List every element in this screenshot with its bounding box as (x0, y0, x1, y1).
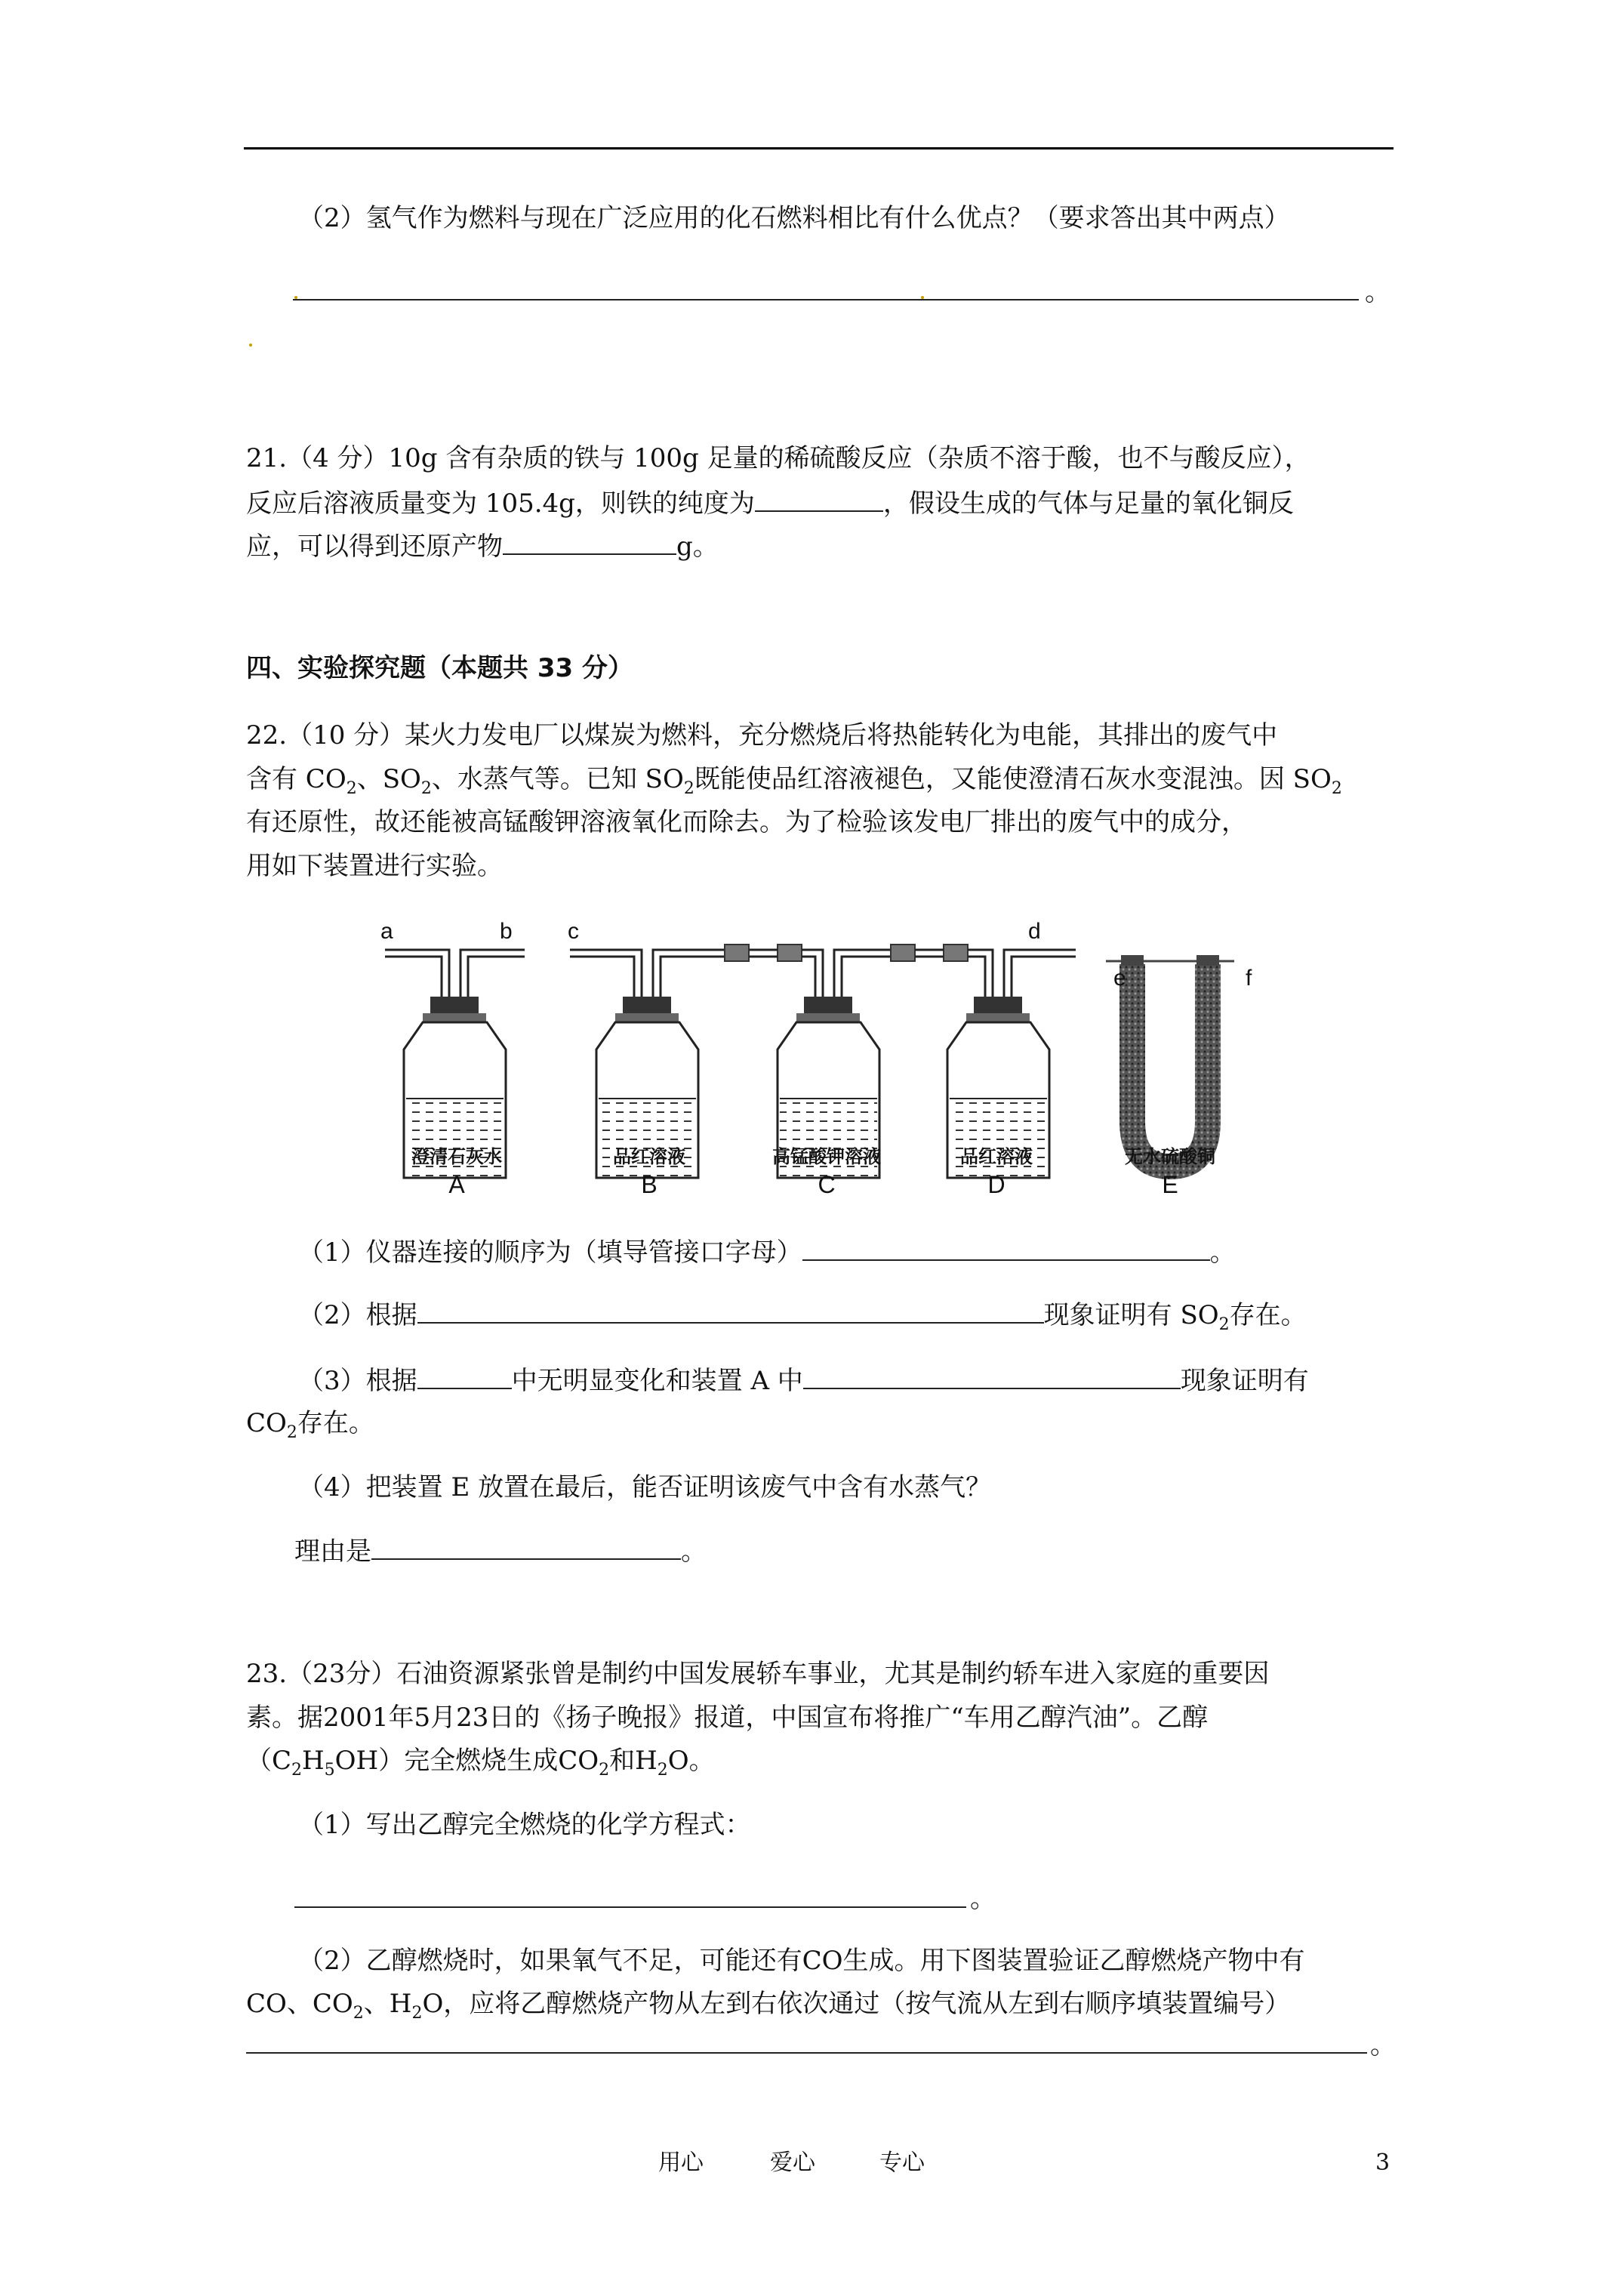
port-label: b (500, 919, 513, 944)
q21-product-blank[interactable] (503, 532, 676, 555)
q22-p3-cont: $CO_2$存在。 (246, 1408, 374, 1442)
reagent-label-b: 品红溶液 (613, 1146, 685, 1167)
device-letter-b: B (641, 1171, 658, 1198)
q21-line1: 21.（4 分）10g 含有杂质的铁与 100g 足量的稀硫酸反应（杂质不溶于酸，也不与酸反应）， (246, 443, 1310, 473)
reagent-label-a: 澄清石灰水 (411, 1146, 502, 1167)
port-label: c (568, 919, 579, 944)
q21-purity-blank[interactable] (755, 489, 883, 512)
footer-motto-1: 用心 (658, 2150, 704, 2176)
q20-end: 。 (1365, 277, 1390, 307)
q22-line1: 22.（10 分）某火力发电厂以煤炭为燃料，充分燃烧后将热能转化为电能，其排出的废气中 (246, 720, 1278, 750)
q22-line3: 有还原性，故还能被高锰酸钾溶液氧化而除去。为了检验该发电厂排出的废气中的成分， (246, 807, 1247, 837)
q23-p1: （1）写出乙醇完全燃烧的化学方程式： (298, 1810, 751, 1840)
q22-so2-blank[interactable] (417, 1301, 1044, 1324)
reagent-label-e: 无水硫酸铜 (1125, 1146, 1215, 1167)
q23-line1: 23.（23分）石油资源紧张曾是制约中国发展轿车事业，尤其是制约轿车进入家庭的重要因 (246, 1659, 1270, 1689)
q23-p2b: CO、$CO_2$、$H_2O$，应将乙醇燃烧产物从左到右依次通过（按气流从左到右顺序填装置编号） (246, 1989, 1291, 2023)
bottle-d (947, 950, 1076, 1178)
q22-p2: （2）根据 现象证明有 $SO_2$存在。 (298, 1300, 1307, 1334)
port-label: a (380, 919, 393, 944)
apparatus-diagram (370, 917, 1268, 1204)
bottle-c (778, 950, 891, 1178)
bottle-a (385, 950, 525, 1178)
port-label: d (1028, 919, 1041, 944)
device-letter-e: E (1162, 1171, 1178, 1198)
device-letter-c: C (818, 1171, 836, 1198)
q22-reason-blank[interactable] (371, 1537, 681, 1560)
footer-motto-3: 专心 (879, 2150, 925, 2176)
q22-p1: （1）仪器连接的顺序为（填导管接口字母） 。 (298, 1237, 1236, 1268)
header-rule (244, 147, 1394, 149)
q23-p2-end: 。 (1370, 2030, 1396, 2060)
stray-dot (294, 296, 297, 299)
q23-line2: 素。据2001年5月23日的《扬子晚报》报道，中国宣布将推广“车用乙醇汽油”。乙醇 (246, 1703, 1209, 1733)
port-label: e (1113, 966, 1126, 991)
section-title: 四、实验探究题（本题共 33 分） (246, 653, 633, 683)
q21-line2: 反应后溶液质量变为 105.4g，则铁的纯度为 ，假设生成的气体与足量的氧化铜反 (246, 488, 1294, 519)
q23-order-blank[interactable] (246, 2052, 1367, 2054)
q22-line2: 含有 $CO_2$、$SO_2$、水蒸气等。已知 $SO_2$既能使品红溶液褪色，又能使澄清石灰水变混浊。因 $SO_2$ (246, 764, 1342, 798)
q20-part2: （2）氢气作为燃料与现在广泛应用的化石燃料相比有什么优点？（要求答出其中两点） (298, 203, 1290, 233)
q22-p4: （4）把装置 E 放置在最后，能否证明该废气中含有水蒸气？ (298, 1472, 992, 1502)
q22-co2-blank[interactable] (803, 1367, 1181, 1389)
device-letter-d: D (987, 1171, 1006, 1198)
reagent-label-c: 高锰酸钾溶液 (772, 1146, 881, 1167)
reagent-label-d: 品红溶液 (960, 1146, 1033, 1167)
q22-order-blank[interactable] (802, 1238, 1210, 1261)
q22-p5: 理由是 。 (294, 1536, 707, 1567)
footer-motto-2: 爱心 (770, 2150, 815, 2176)
q23-p1-end: 。 (970, 1884, 996, 1914)
q22-device-blank[interactable] (417, 1367, 512, 1389)
page-number: 3 (1375, 2150, 1390, 2176)
q21-line3: 应，可以得到还原产物 g。 (246, 532, 719, 562)
q20-answer-blank[interactable] (293, 299, 1359, 300)
bottle-b (570, 950, 725, 1178)
stray-dot (249, 344, 252, 347)
q23-equation-blank[interactable] (294, 1906, 966, 1908)
q23-p2a: （2）乙醇燃烧时，如果氧气不足，可能还有CO生成。用下图装置验证乙醇燃烧产物中有 (298, 1946, 1305, 1976)
q23-line3: $(C_2H_5OH)$完全燃烧生成$CO_2$和$H_2O$。 (246, 1746, 715, 1780)
device-letter-a: A (448, 1171, 465, 1198)
port-label: f (1246, 966, 1252, 991)
stray-dot (921, 296, 924, 299)
q22-line4: 用如下装置进行实验。 (246, 851, 503, 881)
q22-p3: （3）根据 中无明显变化和装置 A 中 现象证明有 (298, 1366, 1309, 1396)
